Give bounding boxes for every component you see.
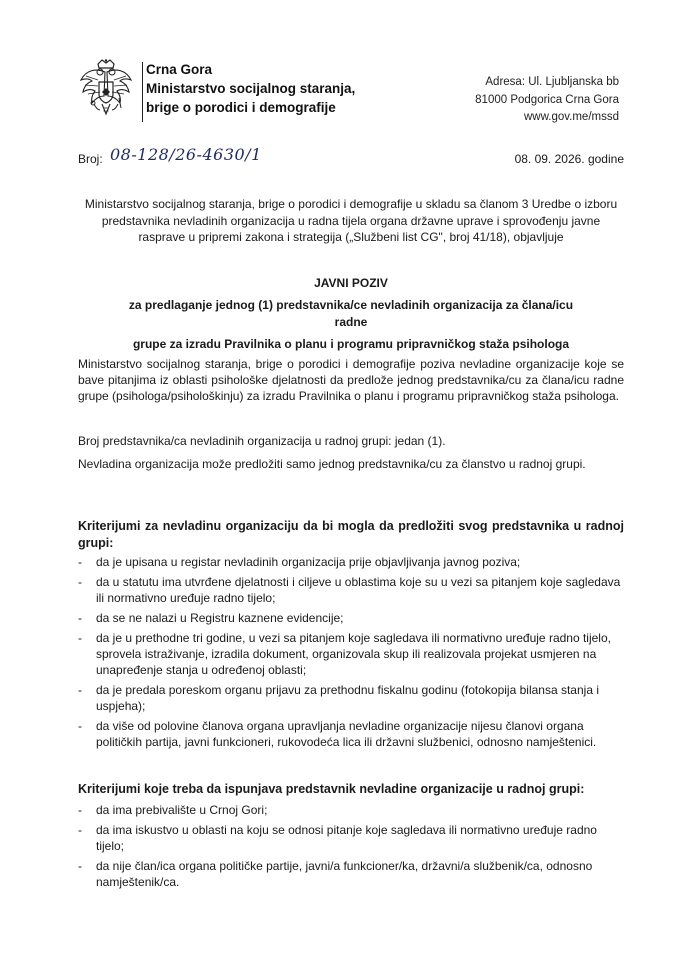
reference-label: Broj:	[78, 152, 103, 166]
ngo-criteria-heading: Kriterijumi za nevladinu organizaciju da bi mogla da predložiti svog predstavnika u radnoj grupi:	[78, 519, 624, 550]
list-item: - da je u prethodne tri godine, u vezi sa pitanjem koje sagledava ili normativno uređuje radno tijelo, sprovela istraživanje, izradila dokument, organizovala skup ili realizovala projekat usmjeren na unapređenje stanja u određenoj oblasti;	[78, 630, 624, 678]
subtitle-line2: radne	[334, 315, 368, 329]
ministry-name-block	[146, 60, 355, 117]
subtitle-line3: grupe za izradu Pravilnika o planu i programu pripravničkog staža psihologa	[132, 337, 570, 351]
representative-criteria-heading: Kriterijumi koje treba da ispunjava predstavnik nevladine organizacije u radnoj grupi:	[78, 782, 585, 796]
list-item: - da nije član/ica organa političke partije, javni/a funkcioner/ka, državni/a službenik/ca, odnosno namještenik/ca.	[78, 858, 624, 890]
list-item: - da je upisana u registar nevladinih organizacija prije objavljivanja javnog poziva;	[78, 554, 624, 570]
address-city: 81000 Podgorica Crna Gora	[475, 93, 619, 106]
list-item: - da se ne nalazi u Registru kaznene evidencije;	[78, 610, 624, 626]
document-date: 08. 09. 2026. godine	[514, 152, 624, 166]
reference-row	[78, 146, 624, 174]
body-paragraph-3: Nevladina organizacija može predložiti samo jednog predstavnika/cu za članstvo u radnoj grupi.	[78, 457, 586, 471]
country-name: Crna Gora	[146, 62, 213, 77]
list-item: - da ima prebivalište u Crnoj Gori;	[78, 802, 624, 818]
intro-paragraph: Ministarstvo socijalnog staranja, brige o porodici i demografije u skladu sa članom 3 Uredbe o izboru predstavnika nevladinih organizacija u radna tijela organa državne uprave i sprovođenju javne rasprave u pripremi zakona i strategija („Službeni list CG", broj 41/18), objavljuje	[84, 197, 618, 244]
body-paragraph-2: Broj predstavnika/ca nevladinih organizacija u radnoj grupi: jedan (1).	[78, 434, 446, 448]
list-item: - da ima iskustvo u oblasti na koju se odnosi pitanje koje sagledava ili normativno uređuje radno tijelo;	[78, 822, 624, 854]
representative-criteria-list	[78, 802, 624, 894]
ministry-name-line1: Ministarstvo socijalnog staranja,	[146, 81, 356, 96]
address-street: Adresa: Ul. Ljubljanska bb	[485, 76, 619, 88]
list-item: - da više od polovine članova organa upravljanja nevladine organizacije nijesu članovi organa političkih partija, javni funkcioneri, rukovodeća lica ili državni službenici, odnosno namještenici.	[78, 718, 624, 750]
list-item: - da je predala poreskom organu prijavu za prethodnu fiskalnu godinu (fotokopija bilansa stanja i uspjeha);	[78, 682, 624, 714]
body-paragraph-1: Ministarstvo socijalnog staranja, brige o porodici i demografije poziva nevladine organizacije koje se bave pitanjima iz oblasti psihološke djelatnosti da predlože jednog predstavnika/cu za člana/icu radne grupe (psihologa/psihološkinju) za izradu Pravilnika o planu i programu pripravničkog staža psihologa.	[78, 357, 624, 403]
subtitle-line1: za predlaganje jednog (1) predstavnika/ce nevladinih organizacija za člana/icu	[128, 298, 574, 312]
document-title: JAVNI POZIV	[314, 276, 388, 290]
coat-of-arms-icon	[78, 58, 134, 118]
address-block	[475, 74, 619, 127]
list-item: - da u statutu ima utvrđene djelatnosti i ciljeve u oblastima koje su u vezi sa pitanjem koje sagledava ili normativno uređuje radno tijelo;	[78, 574, 624, 606]
ministry-name-line2: brige o porodici i demografije	[146, 100, 336, 115]
address-website: www.gov.me/mssd	[523, 111, 619, 123]
reference-number-handwritten: 08-128/26-4630/1	[110, 145, 262, 164]
ngo-criteria-list	[78, 554, 624, 754]
document-subtitle	[78, 297, 624, 331]
header-divider	[142, 62, 143, 122]
